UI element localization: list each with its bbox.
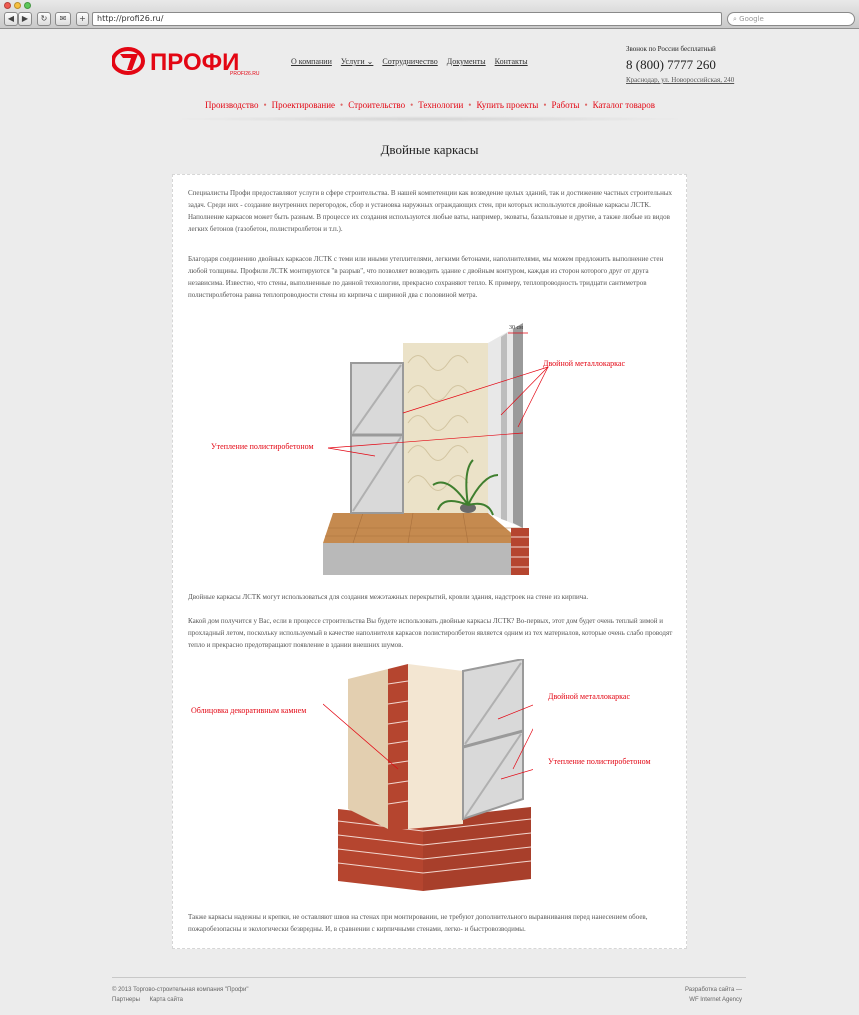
nav-separator: • [410,100,414,110]
nav-separator: • [584,100,588,110]
paragraph-1: Специалисты Профи предоставляют услуги в сфере строительства. В нашей компетенции как возведение целых зданий, так и достижение частных строительных задач. Среди них - создание внутренних перегородок, сбор и установка наружных ограждающих стен, при которых используются двойные каркасы ЛСТК. Наполнение каркасов может быть разным. В процессе их создания используются любые ваты, например, эковаты, базальтовые и другие, а также любые из видов легких бетонов (газобетон, полистиролбетон и т.п.). [188,189,673,233]
site-logo[interactable] [112,46,282,76]
nav-works[interactable]: Работы [551,100,580,110]
svg-text:ПРОФИ: ПРОФИ [150,49,240,76]
developer-label: Разработка сайта — [684,987,742,993]
top-navigation [291,57,528,66]
address-bar[interactable]: http://profi26.ru/ [92,12,722,26]
nav-construction[interactable]: Строительство [348,100,406,110]
topnav-documents[interactable]: Документы [446,57,486,66]
minimize-window-button[interactable] [14,2,21,9]
copyright: © 2013 Торгово-строительная компания "Профи" [112,987,249,993]
figure-double-frame-wall [323,323,553,575]
paragraph-4: Какой дом получится у Вас, если в процессе строительства Вы будете использовать двойные каркасы ЛСТК? Во-первых, этот дом будет очень теплый зимой и прохладный летом, поскольку используемый в качестве наполнителя каркасов полистиролбетон является одним из тех материалов, которые очень слабо проводят тепло и прекрасно предотвращают появление в здании внешних шумов. [188,617,673,649]
content-panel [172,174,687,949]
browser-toolbar [0,0,859,29]
footer-link-partners[interactable]: Партнеры [112,997,140,1003]
footer-divider [112,977,746,978]
developer-link[interactable]: WF Internet Agency [689,997,742,1003]
contact-label: Звонок по России бесплатный [626,45,716,53]
nav-design[interactable]: Проектирование [271,100,336,110]
fig1-callout-insulation: Утепление полистиробетоном [211,442,314,451]
forward-icon[interactable]: ▶ [18,12,32,26]
share-icon[interactable]: ✉ [55,12,71,26]
address-link[interactable]: Краснодар, ул. Новороссийская, 240 [626,76,735,84]
nav-separator: • [543,100,547,110]
topnav-services[interactable]: Услуги ⌄ [340,57,374,66]
nav-technologies[interactable]: Технологии [418,100,464,110]
figure-stone-facing-wall [323,659,533,891]
add-bookmark-icon[interactable]: + [76,12,89,26]
close-window-button[interactable] [4,2,11,9]
nav-separator: • [263,100,267,110]
fig2-callout-facing: Облицовка декоративным камнем [191,706,307,715]
reload-icon[interactable]: ↻ [37,12,51,26]
paragraph-5: Также каркасы надежны и крепки, не оставляют швов на стенах при монтировании, не требуют дополнительного выравнивания перед нанесением обоев, пожаробезопасны и экологически безвредны. И, в сравнении с кирпичными стенами, легко- и быстровозводимы. [188,913,648,933]
window-controls [4,2,31,9]
nav-catalog[interactable]: Каталог товаров [592,100,655,110]
topnav-contacts[interactable]: Контакты [494,57,528,66]
phone-number[interactable]: 8 (800) 7777 260 [626,57,716,72]
nav-separator: • [468,100,472,110]
logo-mark [112,46,282,76]
footer-link-sitemap[interactable]: Карта сайта [149,997,184,1003]
nav-production[interactable]: Производство [205,100,259,110]
zoom-window-button[interactable] [24,2,31,9]
fig2-callout-insulation: Утепление полистиробетоном [548,757,651,766]
main-navigation [160,100,700,110]
contact-block [626,45,734,84]
search-input[interactable] [727,12,855,26]
nav-shadow-divider [165,116,695,122]
svg-text:30 см: 30 см [509,325,523,331]
back-icon[interactable]: ◀ [4,12,18,26]
topnav-cooperation[interactable]: Сотрудничество [382,57,438,66]
footer-right [660,985,742,1005]
topnav-about[interactable]: О компании [291,57,332,66]
search-placeholder: Google [739,15,764,23]
nav-buy-projects[interactable]: Купить проекты [476,100,539,110]
fig1-callout-frame: Двойной металлокаркас [543,359,626,368]
footer-left [112,985,248,1005]
search-icon: ⌕ [733,15,740,23]
paragraph-2: Благодаря соединению двойных каркасов ЛСТК с теми или иными утеплителями, легкими бетонами, наполнителями, мы можем предложить выполнение стен любой толщины. Профили ЛСТК монтируются "в разрыв", что позволяет возводить здание с двойным контуром, каждая из сторон которого друг от друга независима. Известно, что стены, выполненные по данной технологии, прекрасно сохраняют тепло. К примеру, теплопроводность тридцати сантиметров полистиролбетона равна теплопроводности стены из кирпича с шириной два с половиной метра. [188,255,664,299]
fig2-callout-frame: Двойной металлокаркас [548,692,631,701]
nav-separator: • [340,100,344,110]
paragraph-3: Двойные каркасы ЛСТК могут использоваться для создания межэтажных перекрытий, кровли здания, надстроек на стене из кирпича. [188,593,589,601]
page-title: Двойные каркасы [380,142,479,157]
svg-text:PROFI26.RU: PROFI26.RU [230,71,260,76]
